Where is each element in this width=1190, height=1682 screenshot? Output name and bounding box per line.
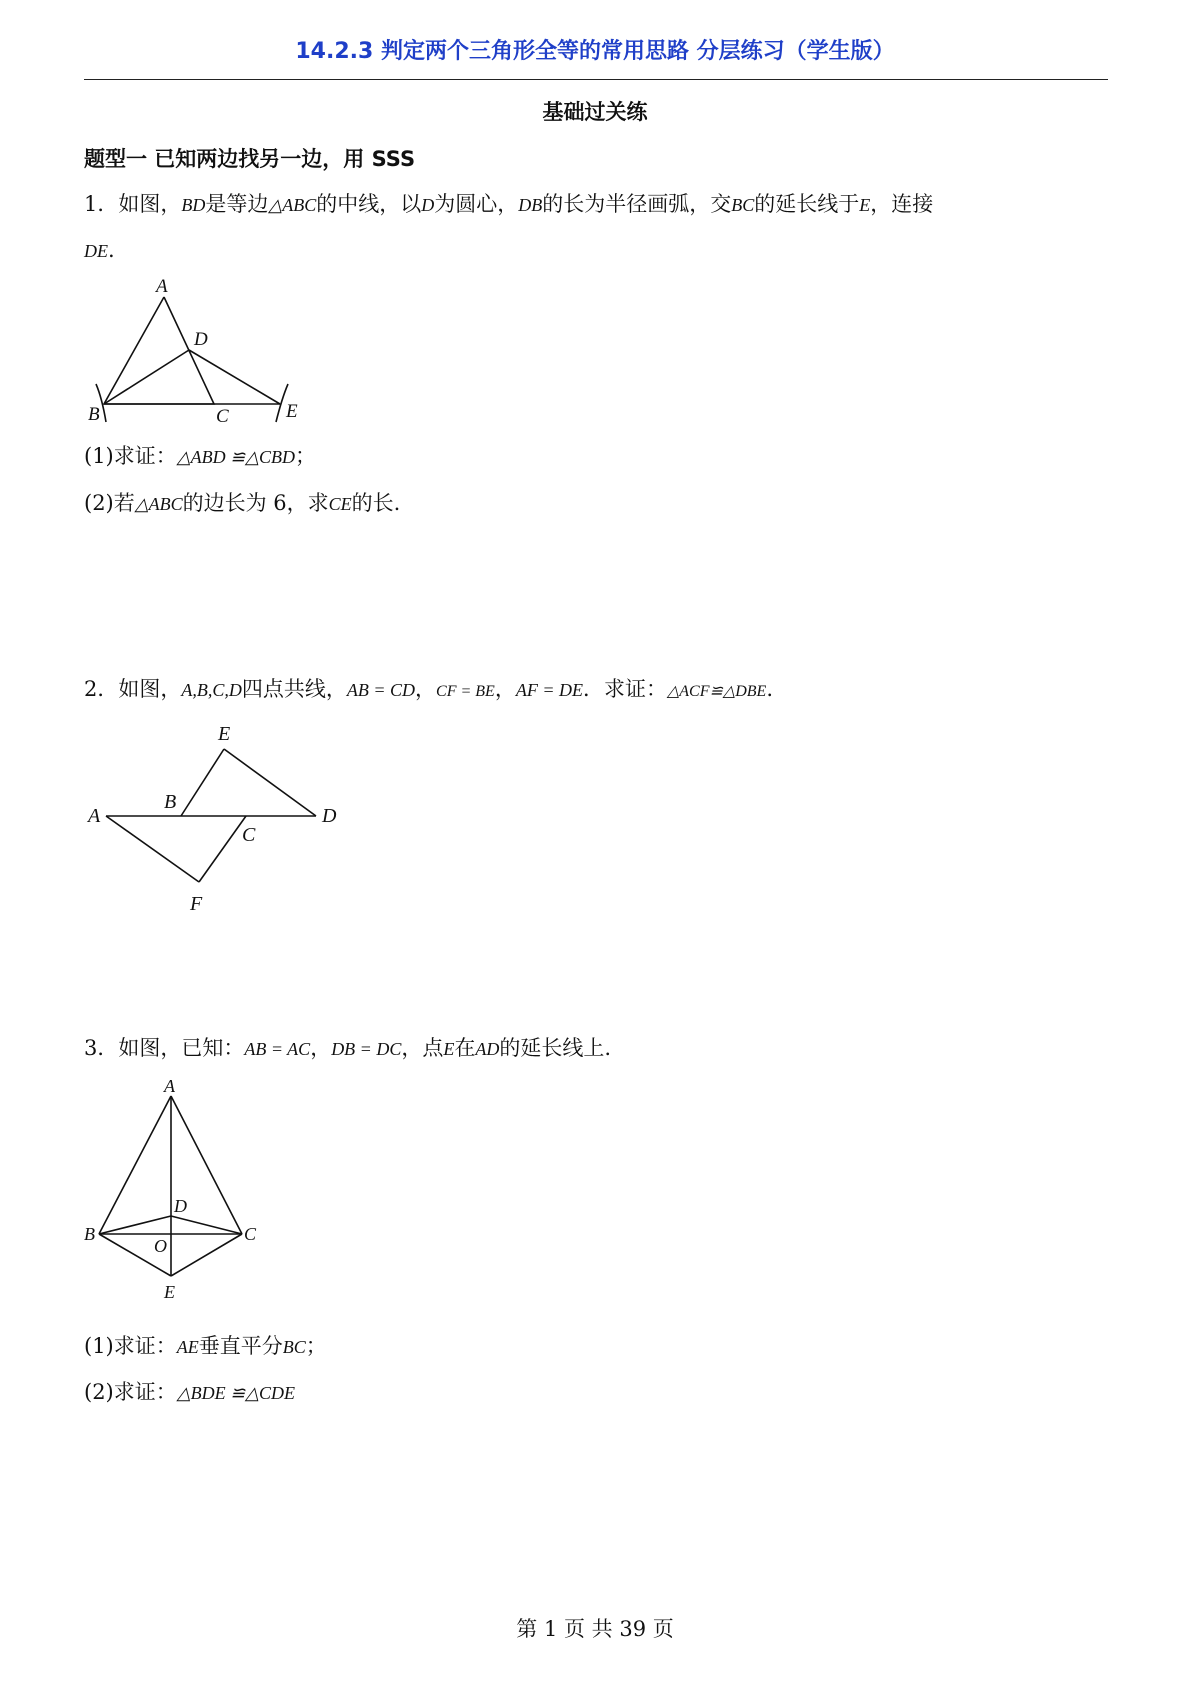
question-1-text <box>84 188 933 218</box>
label-a: A <box>164 1076 175 1096</box>
math: CE <box>328 494 352 514</box>
text: ， <box>415 677 437 701</box>
label-a: A <box>156 276 168 297</box>
label-a: A <box>88 805 101 827</box>
math: AB = AC <box>244 1039 311 1059</box>
math: DB <box>518 195 543 215</box>
math: AD <box>475 1039 500 1059</box>
math: △ACF≌△DBE <box>666 683 767 700</box>
line-ab <box>99 1096 171 1234</box>
text: 垂直平分 <box>198 1334 283 1358</box>
math: E <box>859 195 871 215</box>
text: (1)求证： <box>84 444 177 468</box>
text: 的延长线上. <box>499 1036 612 1060</box>
section-title: 基础过关练 <box>542 100 648 124</box>
line-bd <box>104 350 189 404</box>
header-divider <box>84 79 1108 80</box>
question-number: 3． <box>84 1036 119 1060</box>
label-b: B <box>84 1224 95 1244</box>
text: 的长. <box>351 491 401 515</box>
math: BD <box>181 195 206 215</box>
line-dc <box>171 1216 242 1234</box>
question-number: 2． <box>84 677 119 701</box>
line-ec <box>171 1234 242 1276</box>
question-3-part-1 <box>84 1330 327 1360</box>
text: (2)若 <box>84 491 135 515</box>
text: 在 <box>454 1036 476 1060</box>
math: E <box>443 1039 455 1059</box>
label-o: O <box>154 1236 167 1256</box>
question-type-title: 题型一 已知两边找另一边，用 SSS <box>84 147 416 171</box>
question-1-part-1 <box>84 440 316 470</box>
text: 的延长线于 <box>754 192 860 216</box>
text: ； <box>295 444 317 468</box>
text: 为圆心， <box>434 192 519 216</box>
text: ，点 <box>401 1036 444 1060</box>
label-d: D <box>322 805 337 827</box>
line-de <box>189 350 280 404</box>
label-c: C <box>216 406 229 424</box>
text: 四点共线， <box>241 677 347 701</box>
line-be <box>181 749 224 816</box>
text: 的中线，以 <box>316 192 422 216</box>
text: 的边长为 6，求 <box>182 491 329 515</box>
label-c: C <box>244 1224 257 1244</box>
label-c: C <box>242 824 256 846</box>
page-footer: 第 1 页 共 39 页 <box>516 1617 674 1641</box>
math: △ABC <box>268 195 317 215</box>
text: ； <box>305 1334 327 1358</box>
label-f: F <box>190 893 203 915</box>
figure-q1-triangle <box>84 272 314 424</box>
label-e: E <box>286 401 298 422</box>
math: AB = CD <box>346 680 416 700</box>
line-bd <box>99 1216 171 1234</box>
label-e: E <box>164 1282 175 1302</box>
math: △BDE ≌△CDE <box>176 1383 296 1403</box>
math: △ABD ≌△CBD <box>176 447 296 467</box>
line-fc <box>199 816 246 882</box>
text: ， <box>310 1036 332 1060</box>
math: △ABC <box>134 494 183 514</box>
label-d: D <box>194 329 208 350</box>
question-1-part-2 <box>84 487 400 517</box>
text: . <box>766 677 773 701</box>
line-ed <box>224 749 316 816</box>
text: 的长为半径画弧，交 <box>542 192 732 216</box>
text: ，连接 <box>870 192 934 216</box>
math: D <box>421 195 435 215</box>
question-3-part-2 <box>84 1376 295 1406</box>
question-number: 1． <box>84 192 119 216</box>
label-b: B <box>88 404 100 424</box>
question-3-text <box>84 1032 611 1062</box>
math: BC <box>282 1337 306 1357</box>
text: (1)求证： <box>84 1334 177 1358</box>
line-af <box>106 816 199 882</box>
math: DB = DC <box>331 1039 402 1059</box>
math: AF = DE <box>515 680 583 700</box>
label-b: B <box>164 791 177 813</box>
question-2-text <box>84 673 773 703</box>
text: ， <box>494 677 516 701</box>
math: CF = BE <box>436 683 495 700</box>
math: DE <box>84 241 108 261</box>
figure-q2-triangles <box>84 718 354 918</box>
math: AE <box>176 1337 199 1357</box>
triangle-abc <box>104 297 214 404</box>
text: 如图， <box>118 677 182 701</box>
question-1-text-cont <box>84 238 115 262</box>
text: ．求证： <box>582 677 667 701</box>
text: 是等边 <box>205 192 269 216</box>
text: . <box>108 238 115 262</box>
label-e: E <box>218 723 231 745</box>
label-d: D <box>174 1196 187 1216</box>
text: (2)求证： <box>84 1380 177 1404</box>
math: BC <box>731 195 755 215</box>
figure-q3-kite <box>84 1076 274 1306</box>
text: 如图，已知： <box>118 1036 245 1060</box>
math: A,B,C,D <box>181 680 242 700</box>
text: 如图， <box>118 192 182 216</box>
page-title: 14.2.3 判定两个三角形全等的常用思路 分层练习（学生版） <box>295 39 895 64</box>
